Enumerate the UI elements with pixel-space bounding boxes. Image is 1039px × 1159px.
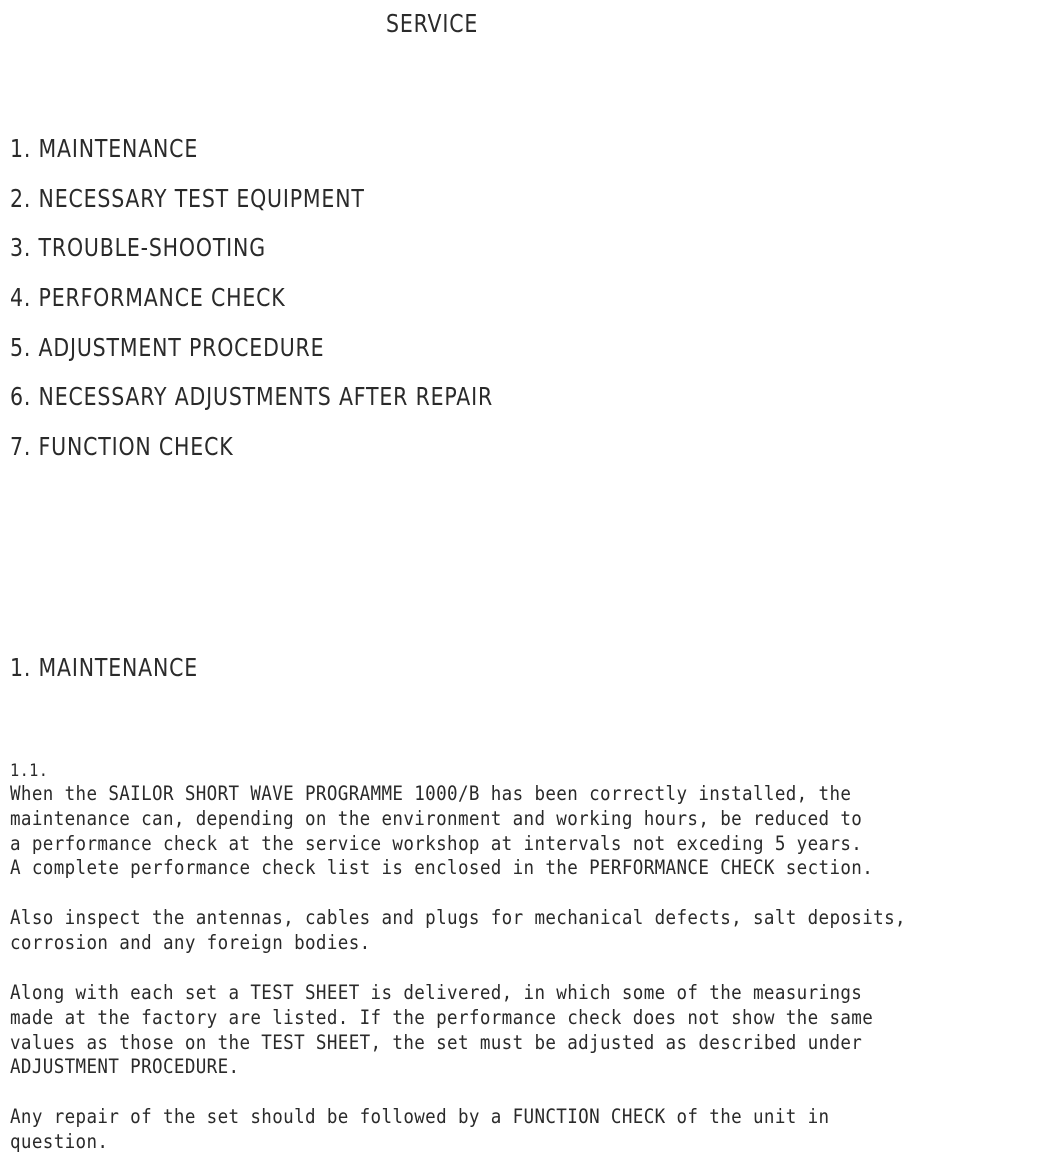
toc-item-performance-check xyxy=(10,283,493,333)
toc-label: ADJUSTMENT PROCEDURE xyxy=(38,332,325,362)
toc-label: NECESSARY ADJUSTMENTS AFTER REPAIR xyxy=(38,382,494,412)
table-of-contents xyxy=(10,134,599,482)
subsection-number: 1.1. xyxy=(10,761,49,781)
paragraph-line: made at the factory are listed. If the performance check does not show the same xyxy=(10,1005,874,1029)
toc-number: 7. xyxy=(10,432,32,462)
paragraph xyxy=(10,906,906,956)
paragraph-line: a performance check at the service workshop at intervals not exceding 5 years. xyxy=(10,831,863,855)
paragraph-line: ADJUSTMENT PROCEDURE. xyxy=(10,1055,240,1079)
toc-label: TROUBLE-SHOOTING xyxy=(38,233,266,263)
toc-item-adjustments-after-repair xyxy=(10,382,493,432)
toc-item-function-check xyxy=(10,432,493,482)
paragraph-line: Any repair of the set should be followed by a FUNCTION CHECK of the unit in xyxy=(10,1105,830,1128)
paragraph-line: Also inspect the antennas, cables and plugs for mechanical defects, salt deposits, xyxy=(10,906,906,929)
toc-number: 5. xyxy=(10,332,32,362)
toc-item-adjustment-procedure xyxy=(10,333,493,383)
toc-item-maintenance xyxy=(10,134,493,184)
toc-number: 1. xyxy=(10,134,32,163)
paragraph-line: A complete performance check list is enclosed in the PERFORMANCE CHECK section. xyxy=(10,856,874,880)
paragraph-line: Along with each set a TEST SHEET is delivered, in which some of the measurings xyxy=(10,981,863,1004)
toc-label: PERFORMANCE CHECK xyxy=(38,283,286,313)
toc-number: 3. xyxy=(10,233,32,263)
paragraph xyxy=(10,1105,829,1155)
paragraph-line: question. xyxy=(10,1129,109,1153)
section-heading: 1. MAINTENANCE xyxy=(10,653,199,682)
paragraph-line: maintenance can, depending on the environment and working hours, be reduced to xyxy=(10,806,863,830)
page-title: SERVICE xyxy=(386,9,479,38)
toc-item-trouble-shooting xyxy=(10,233,493,283)
toc-number: 4. xyxy=(10,283,32,313)
toc-number: 6. xyxy=(10,382,32,412)
toc-label: MAINTENANCE xyxy=(38,134,199,163)
toc-number: 2. xyxy=(10,183,32,213)
toc-item-test-equipment xyxy=(10,184,493,234)
toc-label: FUNCTION CHECK xyxy=(38,432,234,462)
paragraph xyxy=(10,782,873,881)
paragraph-line: values as those on the TEST SHEET, the set must be adjusted as described under xyxy=(10,1030,863,1054)
toc-label: NECESSARY TEST EQUIPMENT xyxy=(38,183,365,213)
paragraph-line: When the SAILOR SHORT WAVE PROGRAMME 1000/B has been correctly installed, the xyxy=(10,782,852,805)
paragraph-line: corrosion and any foreign bodies. xyxy=(10,930,371,954)
paragraph xyxy=(10,981,873,1080)
